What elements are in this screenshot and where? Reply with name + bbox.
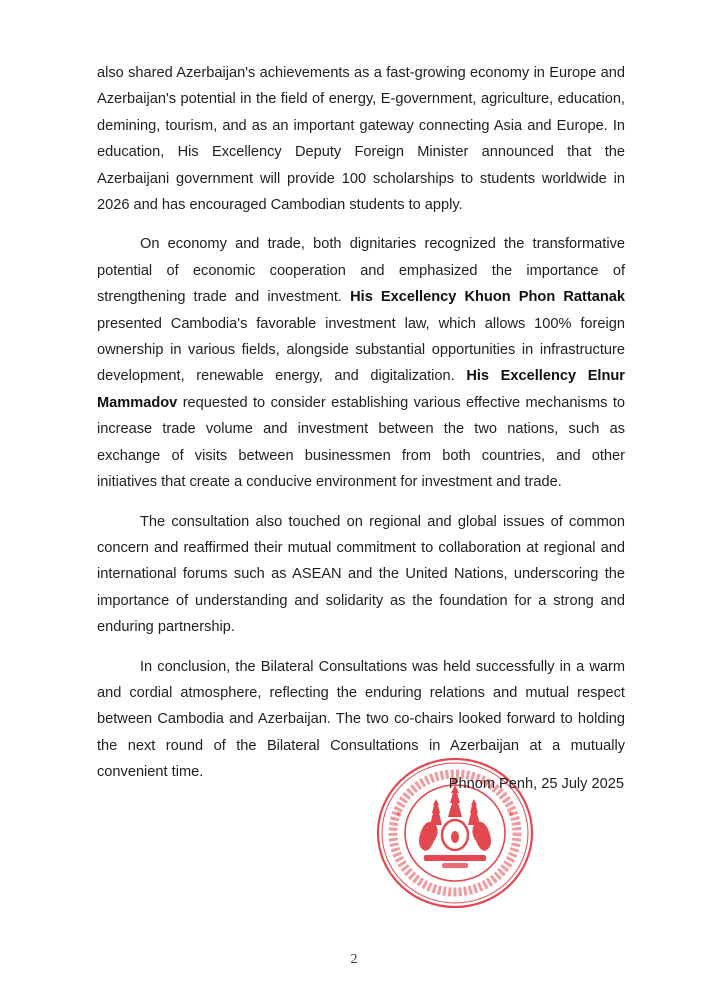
paragraph-text: also shared Azerbaijan's achievements as a fast-growing economy in Europe and Azerbaijan's potential in the field of energy, E-government, agriculture, education, demining, tourism, and as an important gateway connecting Asia and Europe. In education, His Excellency Deputy Foreign Minister announced that the Azerbaijani government will provide 100 scholarships to students worldwide in 2026 and has encouraged Cambodian students to apply.: [97, 65, 625, 214]
svg-text:*: *: [396, 809, 402, 822]
svg-text:*: *: [508, 809, 514, 822]
place-and-date: Phnom Penh, 25 July 2025: [448, 776, 624, 792]
paragraph-text: On economy and trade, both dignitaries recognized the transformative potential of economic cooperation and emphasized the importance of strengthening trade and investment.: [97, 236, 625, 306]
paragraph-text: requested to consider establishing various effective mechanisms to increase trade volume and investment between the two nations, such as exchange of visits between businessmen from both countries, and other initiatives that create a conducive environment for investment and trade.: [97, 394, 625, 491]
paragraph-1: [97, 60, 625, 218]
paragraph-3: [97, 509, 625, 641]
person-name-khuon-phon-rattanak: His Excellency Khuon Phon Rattanak: [350, 289, 625, 306]
page-number: 2: [350, 952, 358, 967]
person-name-elnur-mammadov: His Excellency Elnur Mammadov: [97, 368, 625, 411]
paragraph-text: The consultation also touched on regional and global issues of common concern and reaffirmed their mutual commitment to collaboration at regional and international forums such as ASEAN and the United Nations, underscoring the importance of understanding and solidarity as the foundation for a strong and enduring partnership.: [97, 513, 625, 636]
document-body: [97, 60, 625, 799]
paragraph-4: [97, 654, 625, 786]
paragraph-text: In conclusion, the Bilateral Consultations was held successfully in a warm and cordial atmosphere, reflecting the enduring relations and mutual respect between Cambodia and Azerbaijan. The two co-chairs looked forward to holding the next round of the Bilateral Consultations in Azerbaijan at a mutually convenient time.: [97, 658, 625, 781]
paragraph-text: presented Cambodia's favorable investment law, which allows 100% foreign ownership in various fields, alongside substantial opportunities in infrastructure development, renewable energy, and digitalization.: [97, 315, 625, 385]
paragraph-2: [97, 231, 625, 495]
